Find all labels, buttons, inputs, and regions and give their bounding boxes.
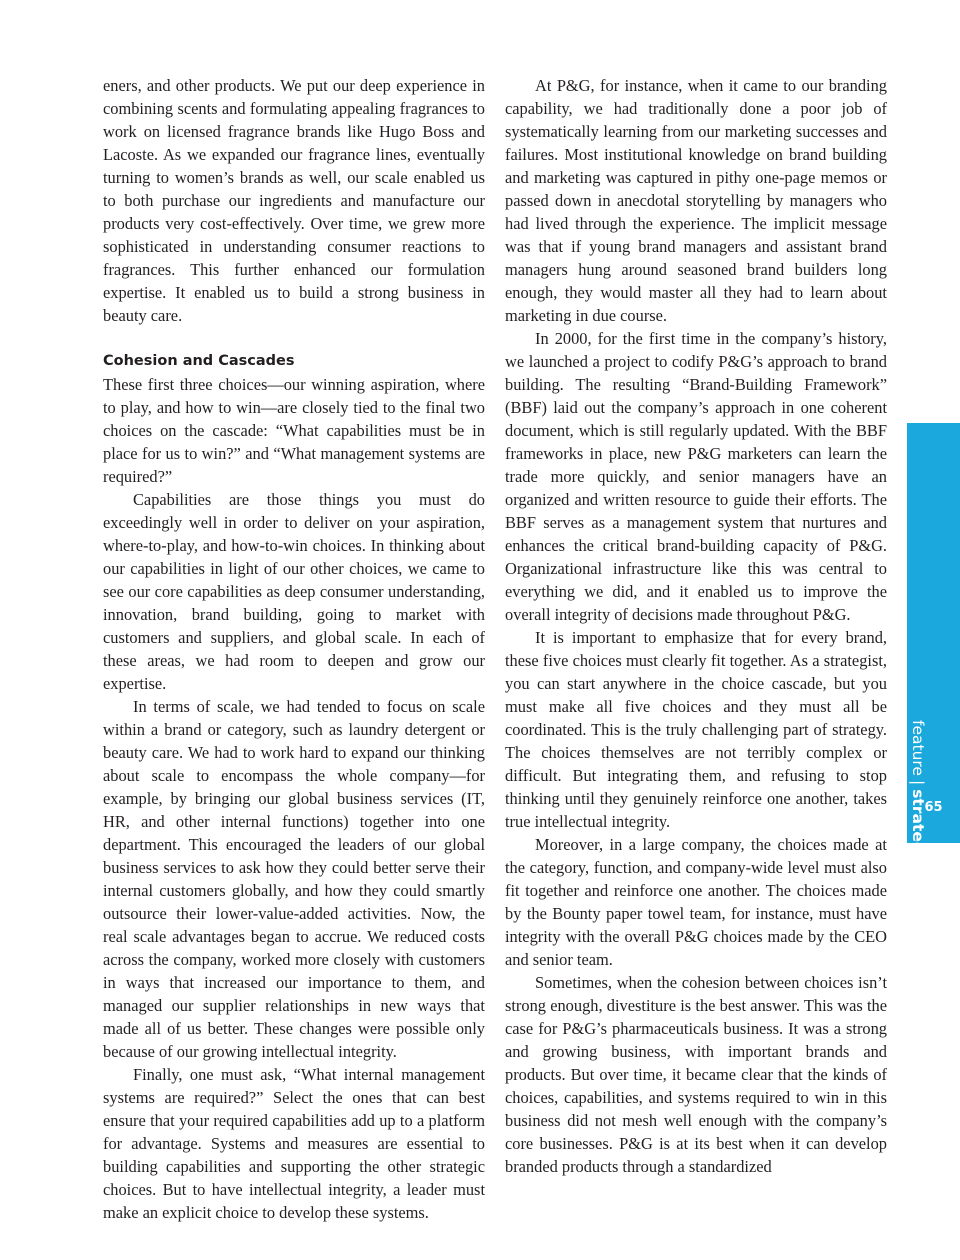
body-paragraph: In terms of scale, we had tended to focus on scale within a brand or category, such as laundry detergent or beauty care. We had to work hard to expand our thinking about scale to encompass the whole company—for example, by bringing our global business services (IT, HR, and other internal functions) together into one department. This encouraged the leaders of our global business services to ask how they could better serve their internal customers globally, and how they could smartly outsource their lower-value-added activities. Now, the real scale advantages began to accrue. We reduced costs across the company, worked more closely with customers in ways that increased our importance to them, and managed our supplier relationships in new ways that made all of us better. These changes were possible only because of our growing intellectual integrity. <box>103 697 485 1061</box>
body-paragraph: It is important to emphasize that for every brand, these five choices must clearly fit together. As a strategist, you can start anywhere in the choice cascade, but you must make all five choices and they must all be coordinated. This is the truly challenging part of strategy. The choices themselves are not terribly complex or difficult. But integrating them, and refusing to stop thinking until they genuinely reinforce one another, takes true intellectual integrity. <box>505 628 887 831</box>
section-heading: Cohesion and Cascades <box>103 353 295 369</box>
section-topic: strategy & leadership <box>909 789 927 980</box>
right-column <box>505 74 887 1178</box>
body-paragraph: Moreover, in a large company, the choices made at the category, function, and company-wide level must also fit together and reinforce one another. The choices made by the Bounty paper towel team, for instance, must have integrity with the overall P&G choices made by the CEO and senior team. <box>505 835 887 969</box>
body-paragraph: These first three choices—our winning aspiration, where to play, and how to win—are closely tied to the final two choices on the cascade: “What capabilities must be in place for us to win?” and “What management systems are required?” <box>103 375 485 486</box>
body-paragraph: eners, and other products. We put our deep experience in combining scents and formulating appealing fragrances to work on licensed fragrance brands like Hugo Boss and Lacoste. As we expanded our fragrance lines, eventually turning to women’s brands as well, our scale enabled us to both purchase our ingredients and manufacture our products very cost-effectively. Over time, we grew more sophisticated in understanding consumer reactions to fragrances. This further enhanced our formulation expertise. It enabled us to build a strong business in beauty care. <box>103 76 485 325</box>
body-paragraph: At P&G, for instance, when it came to our branding capability, we had traditionally done a poor job of systematically learning from our marketing successes and failures. Most institutional knowledge on brand building and marketing was captured in pithy one-page memos or passed down in anecdotal storytelling by managers who had lived through the experience. The implicit message was that if young brand managers and assistant brand managers hung around seasoned brand builders long enough, they would master all they had to learn about marketing in due course. <box>505 76 887 325</box>
body-paragraph: In 2000, for the first time in the company’s history, we launched a project to codify P&G’s approach to brand building. The resulting “Brand-Building Framework” (BBF) laid out the company’s approach in one coherent document, which is still regularly updated. With the BBF frameworks in place, new P&G marketers can learn the trade more quickly, and senior managers have an organized and written resource to guide their efforts. The BBF serves as a management system that nurtures and enhances the critical brand-building capacity of P&G. Organizational infrastructure like this was central to everything we did, and it enabled us to improve the overall integrity of decisions made throughout P&G. <box>505 329 887 624</box>
left-column <box>103 74 485 1224</box>
section-name: feature <box>909 720 927 776</box>
body-paragraph: Sometimes, when the cohesion between choices isn’t strong enough, divestiture is the best answer. This was the case for P&G’s pharmaceuticals business. It was a strong and growing business, with important brands and products. But over time, it became clear that the kinds of choices, capabilities, and systems required to win in this business did not mesh well enough with the company’s core businesses. P&G is at its best when it can develop branded products through a standardized <box>505 973 887 1176</box>
page-number: 65 <box>924 800 943 815</box>
body-paragraph: Capabilities are those things you must do exceedingly well in order to deliver on your aspiration, where-to-play, and how-to-win choices. In thinking about our capabilities in light of our other choices, we came to see our core capabilities as deep consumer understanding, innovation, brand building, going to market with customers and suppliers, and global scale. In each of these areas, we had room to deepen and grow our expertise. <box>103 490 485 693</box>
section-separator: | <box>909 779 927 786</box>
paragraph-gap <box>103 327 485 350</box>
body-paragraph: Finally, one must ask, “What internal management systems are required?” Select the ones that can best ensure that your required capabilities add up to a platform for advantage. Systems and measures are essential to building capabilities and supporting the other strategic choices. But to have intellectual integrity, a leader must make an explicit choice to develop these systems. <box>103 1065 485 1222</box>
